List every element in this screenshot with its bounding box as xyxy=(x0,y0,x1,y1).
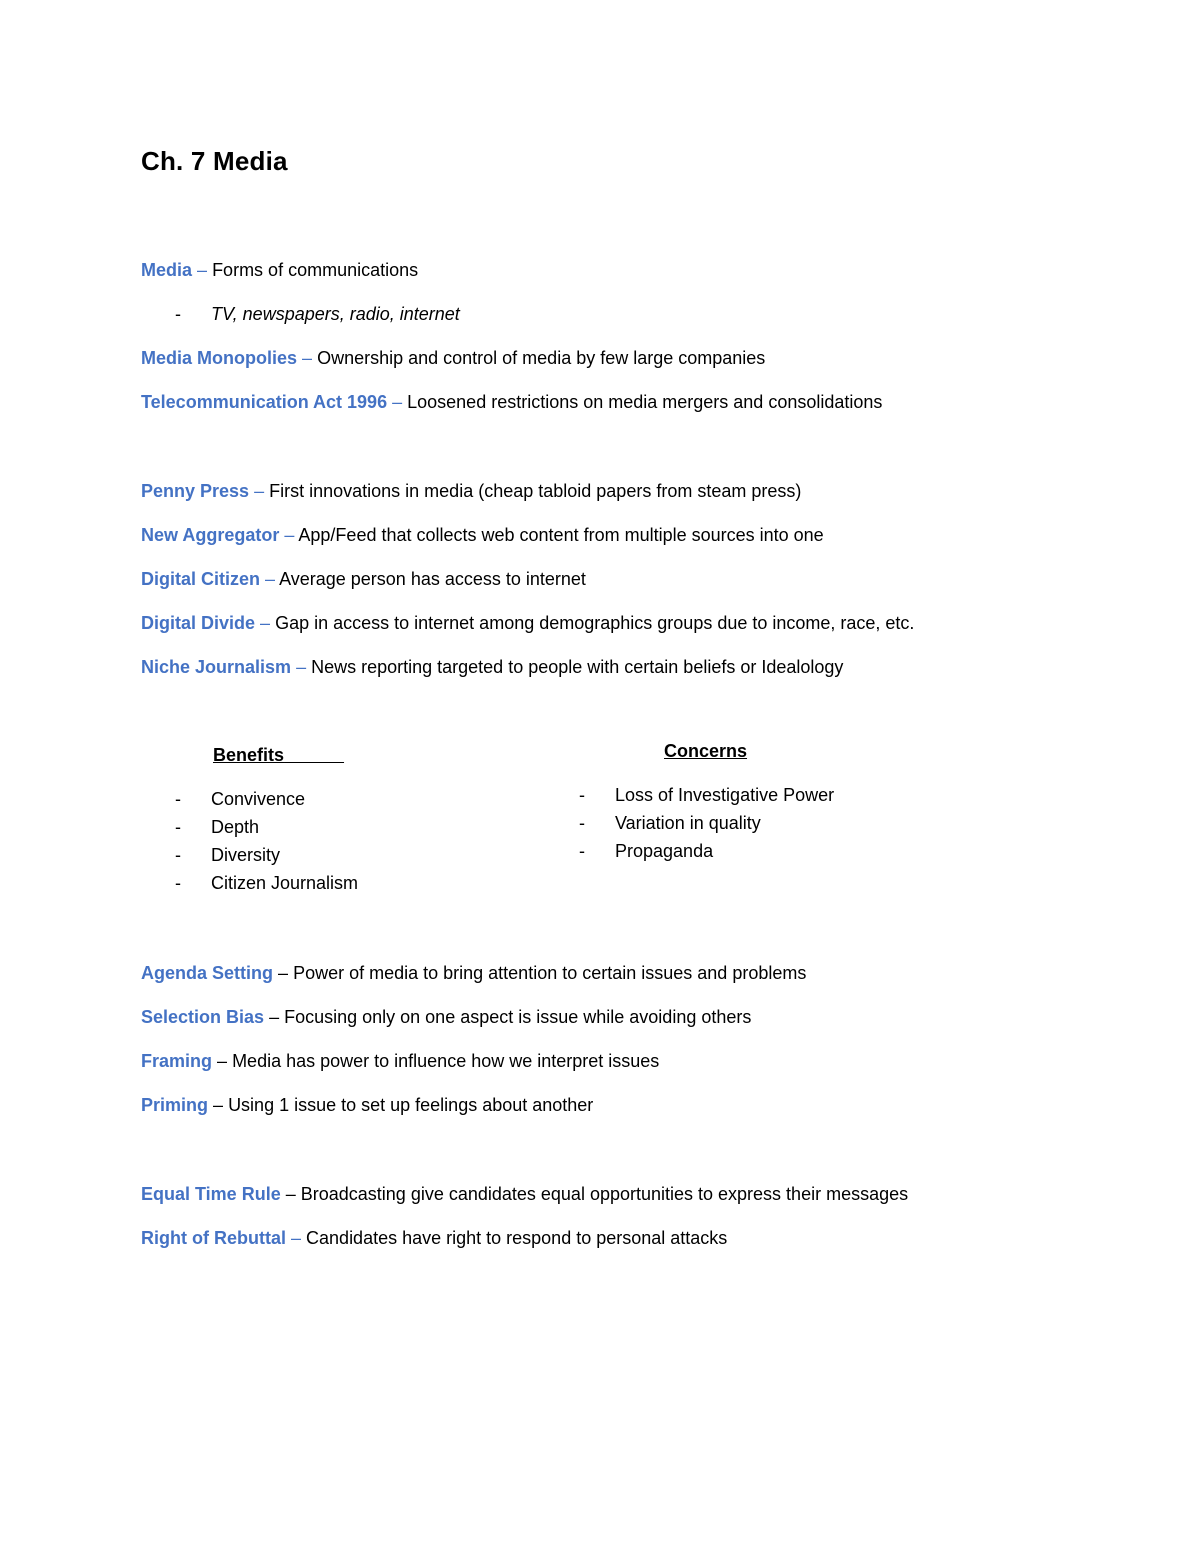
bullet-dash: - xyxy=(175,789,181,809)
definition-text: Ownership and control of media by few large companies xyxy=(317,348,766,368)
definition-framing xyxy=(141,1049,659,1073)
term: Agenda Setting xyxy=(141,963,274,983)
bullet-dash: - xyxy=(175,817,181,837)
definition-equal-time-rule xyxy=(141,1182,908,1206)
benefits-heading xyxy=(213,743,344,767)
bullet-dash: - xyxy=(175,873,181,893)
definition-text: Candidates have right to respond to personal attacks xyxy=(306,1228,728,1248)
list-item-text: Loss of Investigative Power xyxy=(615,785,835,805)
concerns-item xyxy=(579,811,761,835)
concerns-heading xyxy=(664,739,747,763)
media-examples-item xyxy=(175,302,460,326)
separator-dash: – xyxy=(265,569,276,589)
separator-dash: – xyxy=(291,1228,302,1248)
term: Selection Bias xyxy=(141,1007,265,1027)
definition-digital-divide xyxy=(141,611,914,635)
list-item-text: Depth xyxy=(211,817,260,837)
separator-dash: – xyxy=(285,1184,296,1204)
definition-text: Loosened restrictions on media mergers and consolidations xyxy=(407,392,883,412)
definition-telecommunication-act xyxy=(141,390,882,414)
definition-text: Power of media to bring attention to certain issues and problems xyxy=(293,963,807,983)
definition-new-aggregator xyxy=(141,523,824,547)
definition-text: Forms of communications xyxy=(212,260,419,280)
list-item-text: Convivence xyxy=(211,789,306,809)
definition-priming xyxy=(141,1093,593,1117)
separator-dash: – xyxy=(269,1007,280,1027)
term: Media xyxy=(141,260,193,280)
benefits-item xyxy=(175,815,259,839)
definition-agenda-setting xyxy=(141,961,806,985)
definition-digital-citizen xyxy=(141,567,586,591)
separator-dash: – xyxy=(392,392,403,412)
term: Digital Divide xyxy=(141,613,256,633)
definition-selection-bias xyxy=(141,1005,751,1029)
bullet-dash: - xyxy=(579,813,585,833)
definition-media-monopolies xyxy=(141,346,765,370)
definition-text: Broadcasting give candidates equal opportunities to express their messages xyxy=(300,1184,909,1204)
bullet-dash: - xyxy=(579,785,585,805)
separator-dash: – xyxy=(197,260,208,280)
term: Telecommunication Act 1996 xyxy=(141,392,388,412)
separator-dash: – xyxy=(302,348,313,368)
bullet-dash: - xyxy=(579,841,585,861)
definition-text: Average person has access to internet xyxy=(279,569,586,589)
term: Equal Time Rule xyxy=(141,1184,281,1204)
bullet-dash: - xyxy=(175,304,181,324)
term: New Aggregator xyxy=(141,525,280,545)
definition-right-of-rebuttal xyxy=(141,1226,727,1250)
definition-text: App/Feed that collects web content from multiple sources into one xyxy=(298,525,824,545)
definition-text: Media has power to influence how we interpret issues xyxy=(232,1051,660,1071)
list-item-text: Citizen Journalism xyxy=(211,873,359,893)
separator-dash: – xyxy=(217,1051,228,1071)
definition-text: News reporting targeted to people with certain beliefs or Idealology xyxy=(311,657,844,677)
term: Digital Citizen xyxy=(141,569,261,589)
definition-text: Gap in access to internet among demographics groups due to income, race, etc. xyxy=(275,613,915,633)
benefits-item xyxy=(175,787,305,811)
benefits-item xyxy=(175,871,358,895)
separator-dash: – xyxy=(278,963,289,983)
definition-niche-journalism xyxy=(141,655,843,679)
term: Framing xyxy=(141,1051,213,1071)
term: Niche Journalism xyxy=(141,657,292,677)
list-item-text: Diversity xyxy=(211,845,281,865)
term: Penny Press xyxy=(141,481,250,501)
list-item-text: TV, newspapers, radio, internet xyxy=(211,304,460,324)
benefits-heading-text: Benefits xyxy=(213,745,285,765)
separator-dash: – xyxy=(284,525,295,545)
definition-text: First innovations in media (cheap tabloid papers from steam press) xyxy=(269,481,802,501)
list-item-text: Variation in quality xyxy=(615,813,761,833)
separator-dash: – xyxy=(254,481,265,501)
definition-media xyxy=(141,258,418,282)
term: Right of Rebuttal xyxy=(141,1228,286,1248)
page-title: Ch. 7 Media xyxy=(141,146,288,176)
definition-penny-press xyxy=(141,479,801,503)
concerns-heading-text: Concerns xyxy=(664,741,748,761)
definition-text: Focusing only on one aspect is issue while avoiding others xyxy=(284,1007,752,1027)
separator-dash: – xyxy=(260,613,271,633)
definition-text: Using 1 issue to set up feelings about another xyxy=(228,1095,594,1115)
term: Media Monopolies xyxy=(141,348,298,368)
separator-dash: – xyxy=(296,657,307,677)
list-item-text: Propaganda xyxy=(615,841,714,861)
concerns-item xyxy=(579,839,713,863)
separator-dash: – xyxy=(213,1095,224,1115)
concerns-item xyxy=(579,783,834,807)
bullet-dash: - xyxy=(175,845,181,865)
term: Priming xyxy=(141,1095,209,1115)
benefits-item xyxy=(175,843,280,867)
